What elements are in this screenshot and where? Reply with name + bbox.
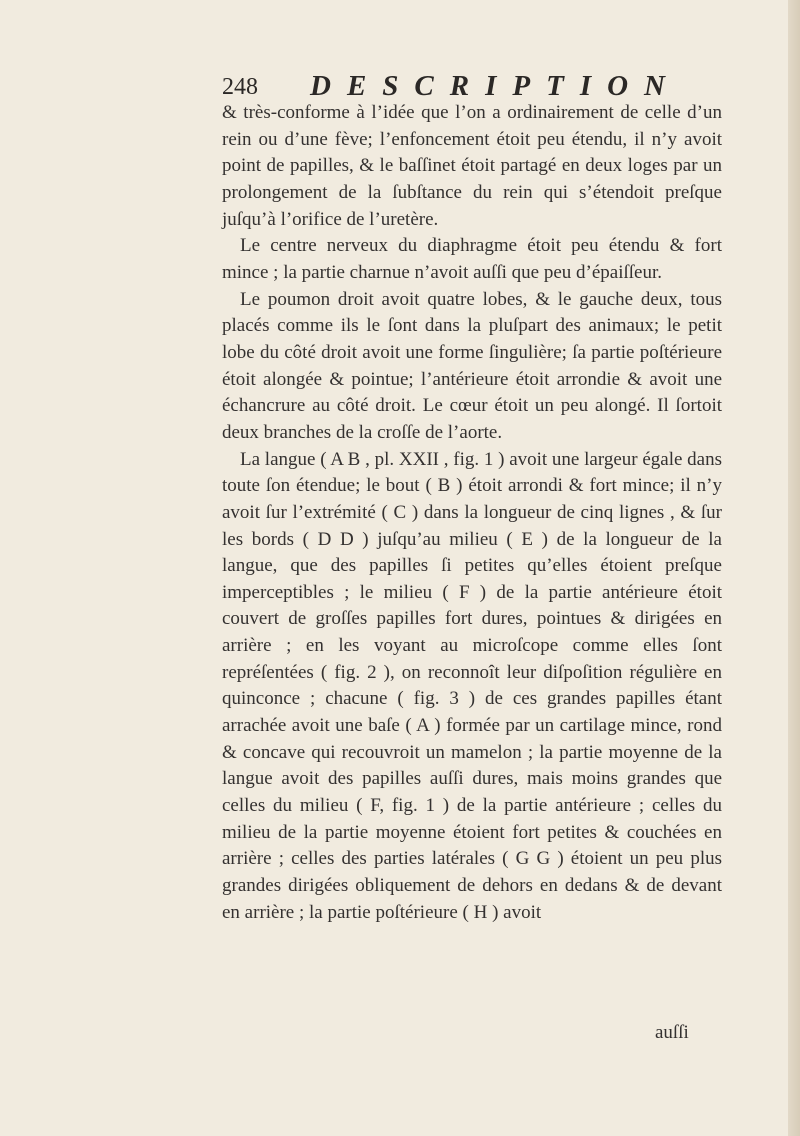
body-text bbox=[222, 100, 722, 926]
paragraph-diaphragm: Le centre nerveux du diaphragme étoit peu étendu & fort mince ; la partie charnue n’avoit auſſi que peu d’épaiſſeur. bbox=[222, 235, 722, 283]
running-title: DESCRIPTION bbox=[310, 70, 681, 102]
catchword: auſſi bbox=[655, 1022, 689, 1043]
paragraph-tongue: La langue ( A B , pl. XXII , fig. 1 ) avoit une largeur égale dans toute ſon étendue; le bout ( B ) étoit arrondi & fort mince; il n’y avoit ſur l’extrémité ( C ) dans la longueur de cinq lignes , & ſur les bords ( D D ) juſqu’au milieu ( E ) de la longueur de la langue, que des papilles ſi petites qu’elles étoient preſque imperceptibles ; le milieu ( F ) de la partie antérieure étoit couvert de groſſes papilles fort dures, pointues & dirigées en arrière ; en les voyant au microſcope comme elles ſont repréſentées ( fig. 2 ), on reconnoît leur diſpoſition régulière en quinconce ; chacune ( fig. 3 ) de ces grandes papilles étant arrachée avoit une baſe ( A ) formée par un cartilage mince, rond & concave qui recouvroit un mamelon ; la partie moyenne de la langue avoit des papilles auſſi dures, mais moins grandes que celles du milieu ( F, fig. 1 ) de la partie antérieure ; celles du milieu de la partie moyenne étoient fort petites & couchées en arrière ; celles des parties latérales ( G G ) étoient un peu plus grandes dirigées obliquement de dehors en dedans & de devant en arrière ; la partie poſtérieure ( H ) avoit bbox=[222, 448, 722, 923]
paragraph-lungs-heart: Le poumon droit avoit quatre lobes, & le gauche deux, tous placés comme ils le ſont dans la pluſpart des animaux; le petit lobe du côté droit avoit une forme ſingulière; ſa partie poſtérieure étoit alongée & pointue; l’antérieure étoit arrondie & avoit une échancrure au côté droit. Le cœur étoit un peu alongé. Il ſortoit deux branches de la croſſe de l’aorte. bbox=[222, 288, 722, 443]
paragraph-kidney: & très-conforme à l’idée que l’on a ordinairement de celle d’un rein ou d’une fève; l’enfoncement étoit peu étendu, il n’y avoit point de papilles, & le baſſinet étoit partagé en deux loges par un prolongement de la ſubſtance du rein qui s’étendoit preſque juſqu’à l’orifice de l’uretère. bbox=[222, 102, 722, 230]
page-edge bbox=[788, 0, 800, 1136]
page-number: 248 bbox=[222, 74, 258, 100]
